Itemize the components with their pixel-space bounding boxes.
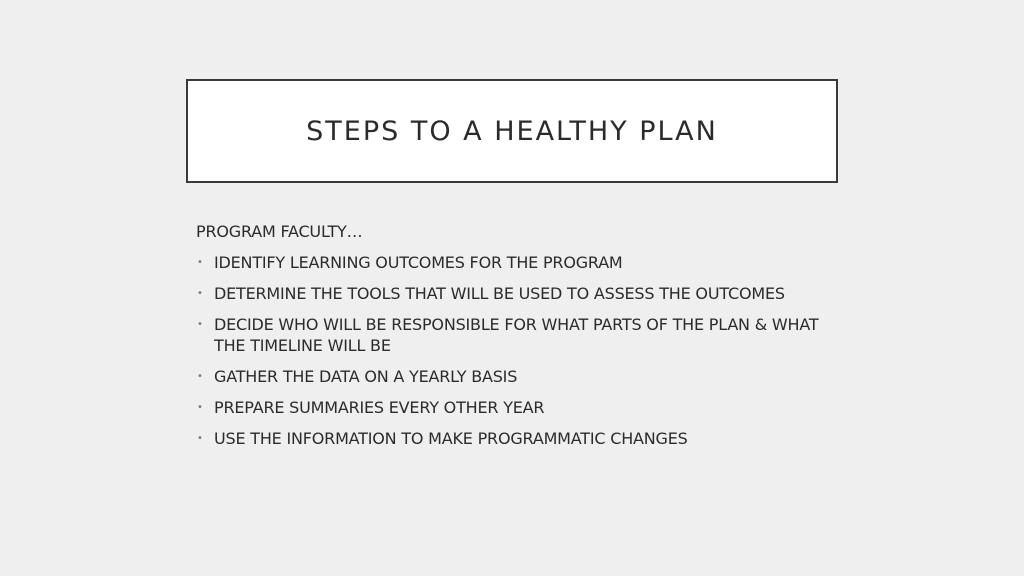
bullet-dot-icon: • [197,371,203,382]
bullet-item [196,252,836,273]
bullet-text: IDENTIFY LEARNING OUTCOMES FOR THE PROGRAM [214,253,623,272]
bullet-dot-icon: • [197,257,203,268]
bullet-list [196,252,836,449]
bullet-item [196,366,836,387]
bullet-item [196,314,836,356]
bullet-dot-icon: • [197,319,203,330]
bullet-item [196,397,836,418]
bullet-text: PREPARE SUMMARIES EVERY OTHER YEAR [214,398,545,417]
slide-title: STEPS TO A HEALTHY PLAN [306,115,718,147]
bullet-item [196,428,836,449]
intro-text: PROGRAM FACULTY… [196,222,363,241]
bullet-dot-icon: • [197,402,203,413]
bullet-dot-icon: • [197,433,203,444]
bullet-text: GATHER THE DATA ON A YEARLY BASIS [214,367,518,386]
bullet-item [196,283,836,304]
bullet-dot-icon: • [197,288,203,299]
title-box [186,79,838,183]
bullet-text: DECIDE WHO WILL BE RESPONSIBLE FOR WHAT PARTS OF THE PLAN & WHAT THE TIMELINE WILL BE [214,315,819,355]
bullet-text: DETERMINE THE TOOLS THAT WILL BE USED TO ASSESS THE OUTCOMES [214,284,785,303]
content-area [196,222,836,459]
bullet-text: USE THE INFORMATION TO MAKE PROGRAMMATIC CHANGES [214,429,688,448]
